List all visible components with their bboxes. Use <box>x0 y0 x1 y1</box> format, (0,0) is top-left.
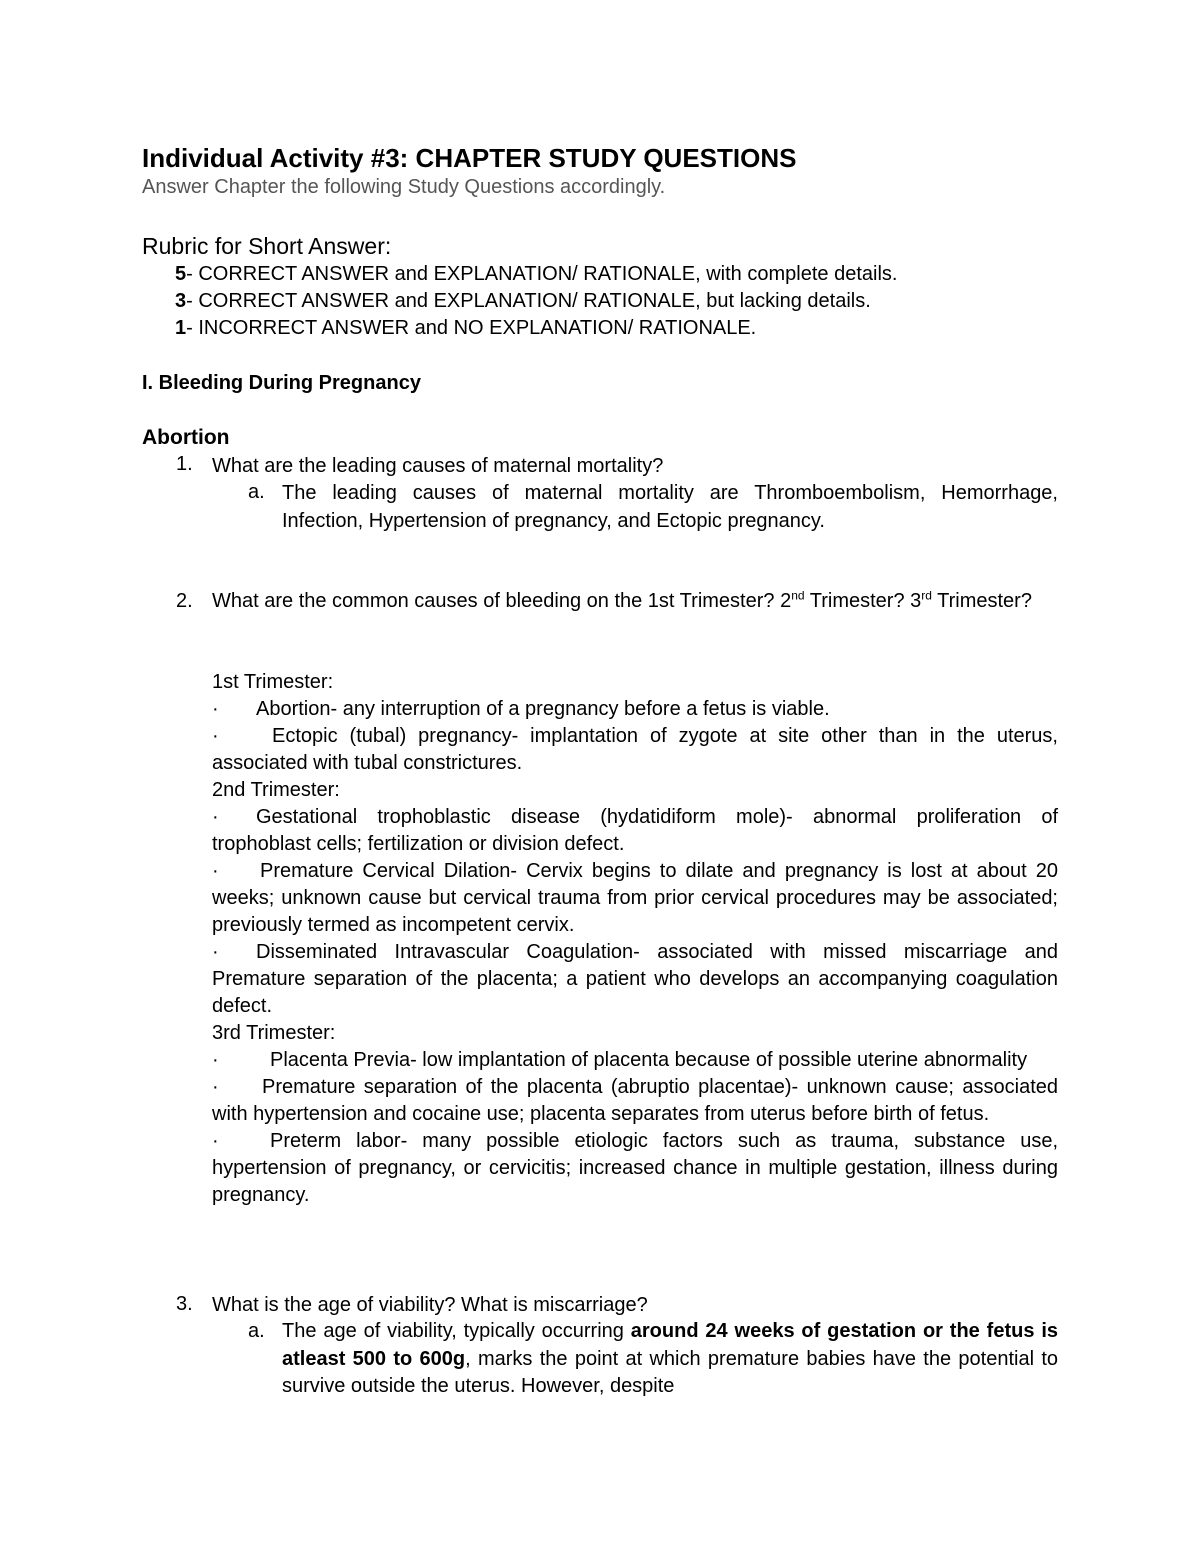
question-number: 1. <box>176 453 193 475</box>
rubric-item <box>175 317 756 340</box>
answer-text: The leading causes of maternal mortality are Thromboembolism, Hemorrhage, Infection, Hypertension of pregnancy, and Ectopic pregnancy. <box>282 482 1058 532</box>
question-number: 2. <box>176 590 193 612</box>
answer-text-part: The age of viability, typically occurring <box>282 1320 631 1342</box>
trimester-list <box>212 669 1058 1209</box>
trimester-label: 3rd Trimester: <box>212 1022 336 1044</box>
bullet: · <box>212 860 219 882</box>
rubric-text: - CORRECT ANSWER and EXPLANATION/ RATIONALE, but lacking details. <box>186 290 871 312</box>
trimester-label: 2nd Trimester: <box>212 779 340 801</box>
answer-letter: a. <box>248 481 265 503</box>
rubric-item <box>175 263 897 286</box>
answer-text <box>282 1318 1058 1401</box>
ordinal-suffix: rd <box>921 588 932 603</box>
bullet: · <box>212 806 219 828</box>
rubric-text: - CORRECT ANSWER and EXPLANATION/ RATIONALE, with complete details. <box>186 263 898 285</box>
ordinal-suffix: nd <box>791 588 805 603</box>
list-item <box>212 1074 1058 1128</box>
list-item-text: Premature separation of the placenta (abruptio placentae)- unknown cause; associated with hypertension and cocaine use; placenta separates from uterus before birth of fetus. <box>212 1076 1058 1125</box>
rubric-score: 5 <box>175 263 187 285</box>
page-title: Individual Activity #3: CHAPTER STUDY QUESTIONS <box>142 143 797 173</box>
section-heading: I. Bleeding During Pregnancy <box>142 372 421 394</box>
trimester-label: 1st Trimester: <box>212 671 334 693</box>
bullet: · <box>212 698 219 720</box>
question-text-part: What are the common causes of bleeding on the 1st Trimester? 2 <box>212 590 792 612</box>
list-item <box>212 858 1058 939</box>
rubric-heading: Rubric for Short Answer: <box>142 233 392 259</box>
list-item-text: Disseminated Intravascular Coagulation- associated with missed miscarriage and Premature separation of the placenta; a patient who develops an accompanying coagulation defect. <box>212 941 1058 1017</box>
list-item <box>212 804 1058 858</box>
list-item-text: Ectopic (tubal) pregnancy- implantation of zygote at site other than in the uterus, associated with tubal constrictures. <box>212 725 1058 774</box>
bullet: · <box>212 941 219 963</box>
bullet: · <box>212 725 219 747</box>
rubric-item <box>175 290 871 313</box>
list-item <box>212 696 1058 723</box>
rubric-text: - INCORRECT ANSWER and NO EXPLANATION/ RATIONALE. <box>186 317 757 339</box>
rubric-score: 1 <box>175 317 187 339</box>
question-text: What are the leading causes of maternal mortality? <box>212 455 664 477</box>
list-item-text: Gestational trophoblastic disease (hydatidiform mole)- abnormal proliferation of trophoblast cells; fertilization or division defect. <box>212 806 1058 855</box>
page-subtitle: Answer Chapter the following Study Questions accordingly. <box>142 176 666 198</box>
list-item <box>212 939 1058 1020</box>
answer-text-part: , marks the point at which premature babies have the potential to survive outside the uterus. However, despite <box>282 1347 1059 1397</box>
rubric-score: 3 <box>175 290 187 312</box>
bullet: · <box>212 1049 219 1071</box>
list-item-text: Abortion- any interruption of a pregnancy before a fetus is viable. <box>256 698 830 720</box>
bullet: · <box>212 1130 219 1152</box>
question-text-part: Trimester? 3 <box>804 590 922 612</box>
question-text <box>212 588 1058 615</box>
bullet: · <box>212 1076 219 1098</box>
list-item <box>212 1047 1058 1074</box>
list-item-text: Preterm labor- many possible etiologic factors such as trauma, substance use, hypertension of pregnancy, or cervicitis; increased chance in multiple gestation, illness during pregnancy. <box>212 1130 1058 1206</box>
list-item <box>212 1128 1058 1209</box>
list-item-text: Premature Cervical Dilation- Cervix begins to dilate and pregnancy is lost at about 20 weeks; unknown cause but cervical trauma from prior cervical procedures may be associated; previously termed as incompetent cervix. <box>212 860 1058 936</box>
answer-letter: a. <box>248 1320 265 1342</box>
question-number: 3. <box>176 1293 193 1315</box>
list-item-text: Placenta Previa- low implantation of placenta because of possible uterine abnormality <box>270 1049 1028 1071</box>
subsection-heading: Abortion <box>142 426 230 449</box>
question-text-part: Trimester? <box>931 590 1032 612</box>
answer-emphasis: around 24 weeks of gestation or the fetus is atleast 500 to 600g <box>282 1320 1059 1370</box>
question-text: What is the age of viability? What is miscarriage? <box>212 1294 648 1316</box>
list-item <box>212 723 1058 777</box>
